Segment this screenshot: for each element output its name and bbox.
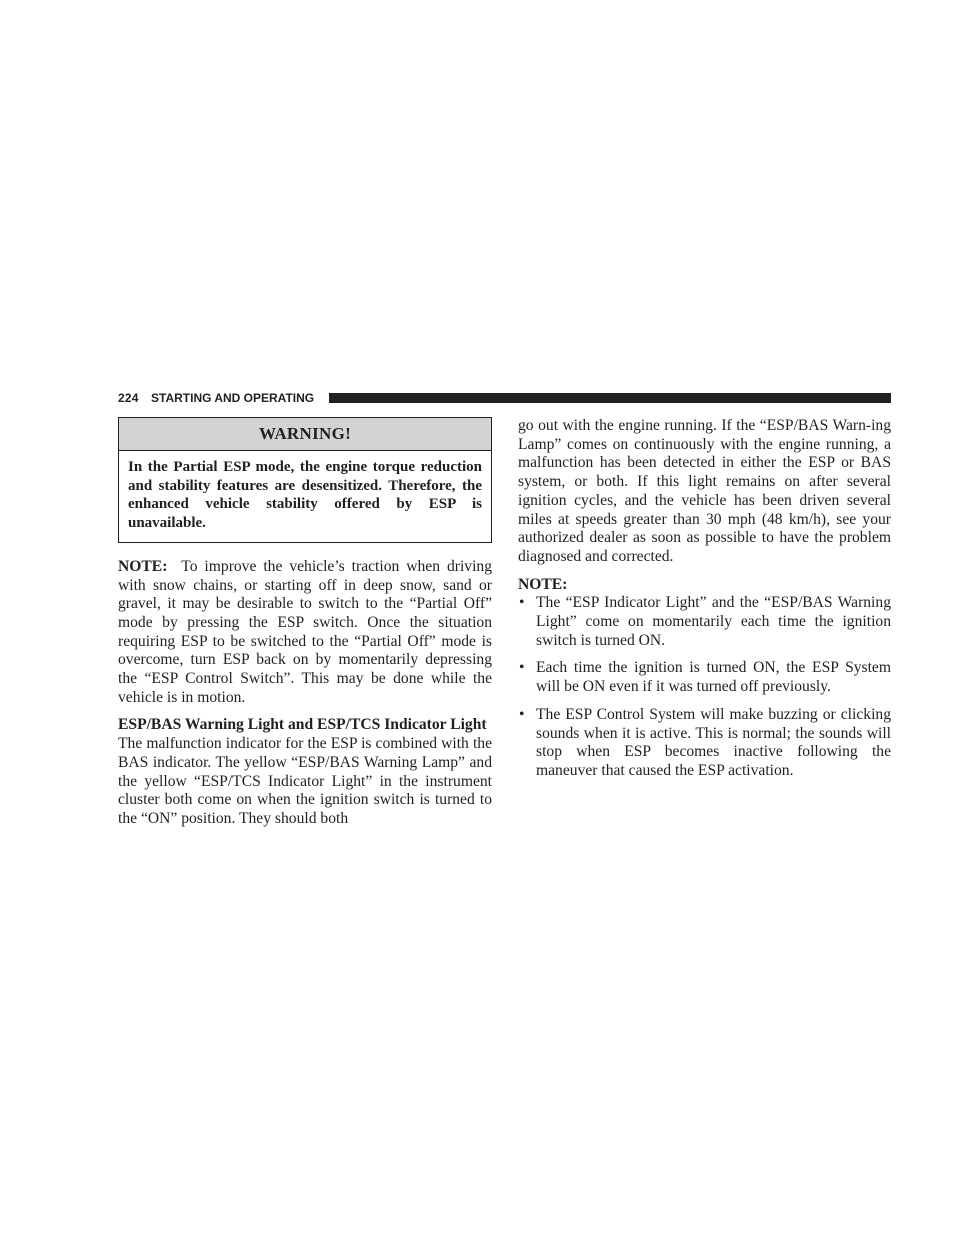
list-item-text: Each time the ignition is turned ON, the ESP System will be ON even if it was turned off previously. xyxy=(536,659,891,696)
bullet-icon: • xyxy=(519,705,525,723)
section-subheading: ESP/BAS Warning Light and ESP/TCS Indicator Light xyxy=(118,716,487,734)
note-heading: NOTE: xyxy=(518,575,568,593)
left-column xyxy=(118,417,492,829)
warning-text: In the Partial ESP mode, the engine torque reduction and stability features are desensitized. Therefore, the enhanced vehicle stability offered by ESP is unavailable. xyxy=(128,459,482,532)
right-column xyxy=(518,417,891,790)
list-item-text: The ESP Control System will make buzzing or clicking sounds when it is active. This is normal; the sounds will stop when ESP becomes inactive following the maneuver that caused the ESP activation. xyxy=(536,705,891,779)
page-header xyxy=(118,390,891,406)
note-text: To improve the vehicle’s traction when driving with snow chains, or starting off in deep snow, sand or gravel, it may be desirable to switch to the “Partial Off” mode by pressing the ESP switch. Once the situation requiring ESP to be switched to the “Partial Off” mode is overcome, turn ESP back on by momentarily depressing the “ESP Control Switch”. This may be done while the vehicle is in motion. xyxy=(118,557,492,706)
list-item xyxy=(518,659,891,696)
warning-title: WARNING! xyxy=(119,418,491,451)
list-item xyxy=(518,594,891,650)
note-label: NOTE: xyxy=(118,557,168,575)
note-paragraph xyxy=(118,558,492,708)
page-number: 224 xyxy=(118,391,139,405)
list-item-text: The “ESP Indicator Light” and the “ESP/BAS Warning Light” come on momentarily each time the ignition switch is turned ON. xyxy=(536,594,891,649)
bullet-icon: • xyxy=(519,659,525,677)
section-title: STARTING AND OPERATING xyxy=(151,391,315,405)
body-paragraph-right: go out with the engine running. If the “ESP/BAS Warn-ing Lamp” comes on continuously with the engine running, a malfunction has been detected in either the ESP or BAS system, or both. If this light remains on after several ignition cycles, and the vehicle has been driven several miles at speeds greater than 30 mph (48 km/h), see your authorized dealer as soon as possible to have the problem diagnosed and corrected. xyxy=(518,417,891,565)
warning-box xyxy=(118,417,492,543)
body-paragraph-left: The malfunction indicator for the ESP is combined with the BAS indicator. The yellow “ESP/BAS Warning Lamp” and the yellow “ESP/TCS Indicator Light” in the instrument cluster both come on when the ignition switch is turned to the “ON” position. They should both xyxy=(118,735,492,827)
header-rule xyxy=(329,393,891,403)
note-bullet-list xyxy=(518,594,891,780)
bullet-icon: • xyxy=(519,594,525,612)
list-item xyxy=(518,706,891,781)
